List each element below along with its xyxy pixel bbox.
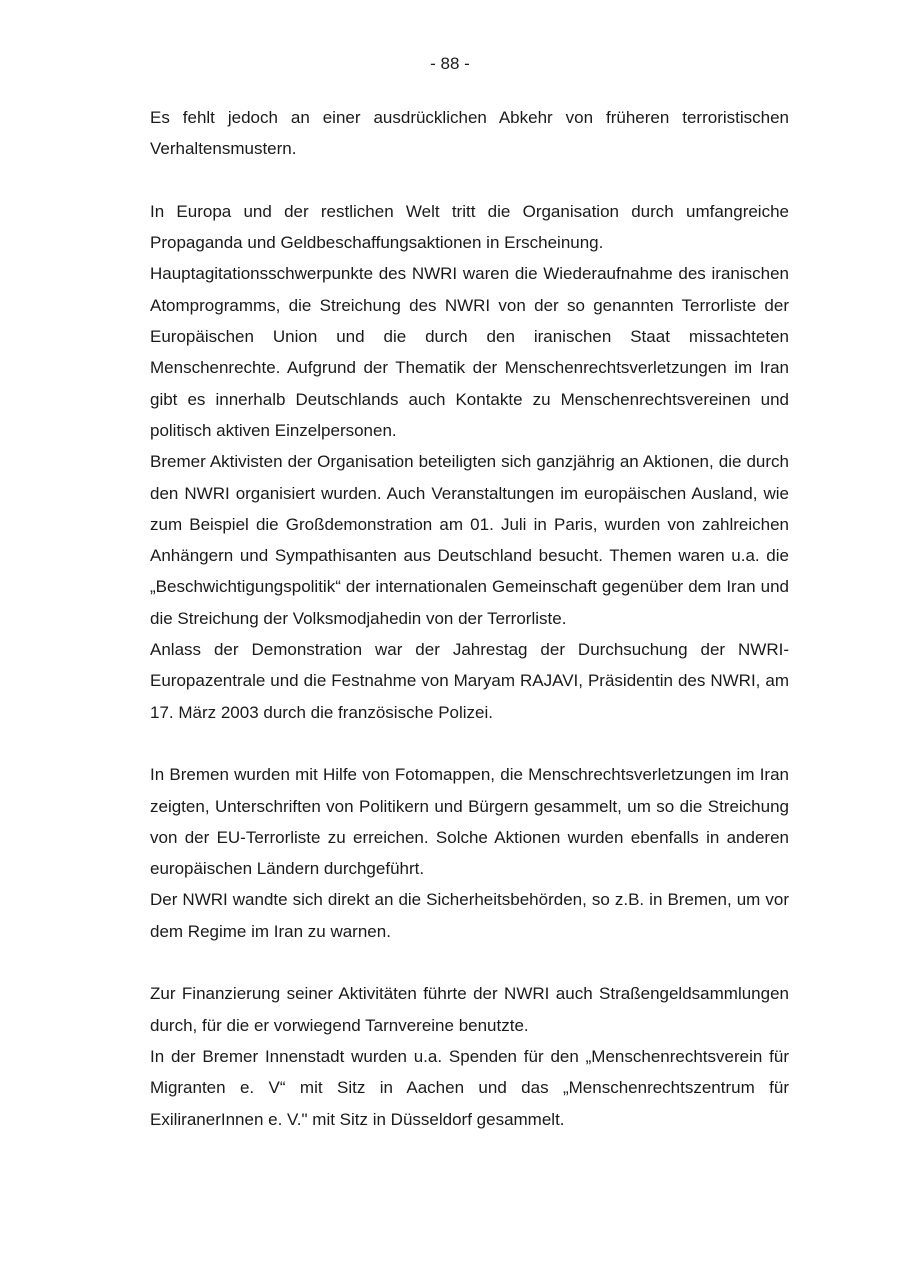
paragraph: Der NWRI wandte sich direkt an die Sicherheitsbehörden, so z.B. in Bremen, um vor dem Regime im Iran zu warnen. bbox=[150, 890, 789, 941]
paragraph: Hauptagitationsschwerpunkte des NWRI waren die Wiederaufnahme des iranischen Atomprogramms, die Streichung des NWRI von der so genannten Terrorliste der Europäischen Union und die durch den iranischen Staat missachteten Menschenrechte. Aufgrund der Thematik der Menschenrechtsverletzungen im Iran gibt es innerhalb Deutschlands auch Kontakte zu Menschenrechtsvereinen und politisch aktiven Einzelpersonen. bbox=[150, 264, 789, 440]
document-body bbox=[150, 102, 789, 1135]
paragraph: Bremer Aktivisten der Organisation beteiligten sich ganzjährig an Aktionen, die durch den NWRI organisiert wurden. Auch Veranstaltungen im europäischen Ausland, wie zum Beispiel die Großdemonstration am 01. Juli in Paris, wurden von zahlreichen Anhängern und Sympathisanten aus Deutschland besucht. Themen waren u.a. die „Beschwichtigungspolitik“ der internationalen Gemeinschaft gegenüber dem Iran und die Streichung der Volksmodjahedin von der Terrorliste. bbox=[150, 452, 789, 628]
text-block-4 bbox=[150, 978, 789, 1134]
paragraph: Zur Finanzierung seiner Aktivitäten führte der NWRI auch Straßengeldsammlungen durch, für die er vorwiegend Tarnvereine benutzte. bbox=[150, 984, 789, 1035]
paragraph: In Europa und der restlichen Welt tritt die Organisation durch umfangreiche Propaganda und Geldbeschaffungsaktionen in Erscheinung. bbox=[150, 201, 789, 253]
paragraph: In der Bremer Innenstadt wurden u.a. Spenden für den „Menschenrechtsverein für Migranten e. V“ mit Sitz in Aachen und das „Menschenrechtszentrum für ExiliranerInnen e. V." mit Sitz in Düsseldorf gesammelt. bbox=[150, 1046, 789, 1129]
paragraph: Anlass der Demonstration war der Jahrestag der Durchsuchung der NWRI-Europazentrale und die Festnahme von Maryam RAJAVI, Präsidentin des NWRI, am 17. März 2003 durch die französische Polizei. bbox=[150, 640, 789, 722]
text-block-2 bbox=[150, 196, 789, 728]
text-block-1 bbox=[150, 102, 789, 165]
page-number: - 88 - bbox=[430, 54, 470, 73]
paragraph: Es fehlt jedoch an einer ausdrücklichen Abkehr von früheren terroristischen Verhaltensmustern. bbox=[150, 108, 789, 159]
paragraph: In Bremen wurden mit Hilfe von Fotomappen, die Menschrechtsverletzungen im Iran zeigten, Unterschriften von Politikern und Bürgern gesammelt, um so die Streichung von der EU-Terrorliste zu erreichen. Solche Aktionen wurden ebenfalls in anderen europäischen Ländern durchgeführt. bbox=[150, 765, 789, 879]
text-block-3 bbox=[150, 759, 789, 947]
